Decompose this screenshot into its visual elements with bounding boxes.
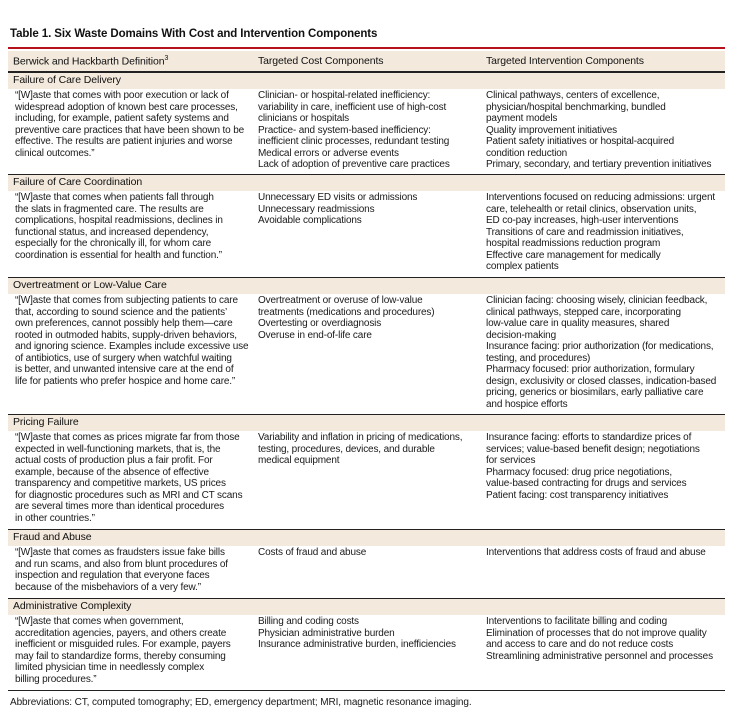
definition-cell <box>15 616 251 685</box>
domain-name: Overtreatment or Low-Value Care <box>13 279 167 291</box>
definition-cell <box>15 192 251 261</box>
domain-name: Pricing Failure <box>13 416 79 428</box>
cell-line: that, according to sound science and the patients’ <box>15 306 228 318</box>
definition-cell <box>15 432 251 524</box>
cell-line: treatments (medications and procedures) <box>258 306 435 318</box>
cell-line: own preferences, cannot possibly help them—care <box>15 318 233 329</box>
cell-line: Streamlining administrative personnel and processes <box>486 650 713 662</box>
cell-line: and hospice efforts <box>486 398 568 410</box>
header-cost: Targeted Cost Components <box>258 55 384 67</box>
table-bottom-rule <box>8 690 725 691</box>
cell-line: Interventions focused on reducing admissions: urgent <box>486 192 716 203</box>
cell-line: Unnecessary ED visits or admissions <box>258 192 418 203</box>
cell-line: Transitions of care and readmission initiatives, <box>486 226 684 238</box>
definition-cell <box>15 547 251 593</box>
cell-line: may fail to standardize forms, thereby consuming <box>15 650 226 662</box>
cell-line: Overtreatment or overuse of low-value <box>258 295 423 306</box>
cell-line: because of the misbehaviors of a very few.” <box>15 581 201 593</box>
cell-line: hospital readmissions reduction program <box>486 238 661 249</box>
cell-line: Clinician- or hospital-related inefficiency: <box>258 90 431 101</box>
abbreviations-note: Abbreviations: CT, computed tomography; ED, emergency department; MRI, magnetic resonance imaging. <box>10 697 472 708</box>
cell-line: is better, and unwanted intensive care at the end of <box>15 364 234 375</box>
cell-line: payment models <box>486 113 558 124</box>
domain-name: Fraud and Abuse <box>13 531 92 543</box>
cell-line: for diagnostic procedures such as MRI and CT scans <box>15 489 243 501</box>
domain-heading-row <box>8 598 725 615</box>
cell-line: expected in well-functioning markets, that is, the <box>15 443 221 455</box>
cost-cell <box>258 432 478 467</box>
cell-line: Unnecessary readmissions <box>258 203 375 215</box>
cell-line: Clinical pathways, centers of excellence, <box>486 90 660 101</box>
cell-line: variability in care, inefficient use of high-cost <box>258 101 447 113</box>
cell-line: in other countries.” <box>15 512 95 524</box>
cell-line: inspection and regulation that everyone faces <box>15 570 210 581</box>
cell-line: Billing and coding costs <box>258 616 359 627</box>
cell-line: Insurance facing: prior authorization (for medications, <box>486 341 714 352</box>
cell-line: Practice- and system-based inefficiency: <box>258 124 431 136</box>
intervention-cell <box>486 295 722 410</box>
cell-line: Interventions that address costs of fraud and abuse <box>486 547 706 558</box>
cell-line: inefficient clinic processes, redundant testing <box>258 136 450 147</box>
domain-heading-row <box>8 414 725 431</box>
cell-line: Pharmacy focused: prior authorization, formulary <box>486 364 695 375</box>
cell-line: actual costs of production plus a fair profit. For <box>15 455 213 466</box>
cell-line: Insurance facing: efforts to standardize prices of <box>486 432 692 443</box>
cell-line: life for patients who prefer hospice and home care.” <box>15 375 236 387</box>
domain-heading-row <box>8 72 725 89</box>
table-header-row <box>8 51 725 71</box>
cell-line: condition reduction <box>486 147 568 159</box>
cell-line: Overtesting or overdiagnosis <box>258 318 382 329</box>
intervention-cell <box>486 432 722 501</box>
cost-cell <box>258 90 478 171</box>
cell-line: clinicians or hospitals <box>258 113 350 124</box>
title-rule <box>8 47 725 49</box>
intervention-cell <box>486 90 722 171</box>
cell-line: and ignoring science. Examples include excessive use <box>15 341 249 352</box>
cell-line: Primary, secondary, and tertiary prevention initiatives <box>486 159 712 170</box>
cell-line: “[W]aste that comes as fraudsters issue fake bills <box>15 547 225 558</box>
cell-line: Patient facing: cost transparency initiatives <box>486 489 669 501</box>
cell-line: especially for the chronically ill, for whom care <box>15 238 212 249</box>
cell-line: Interventions to facilitate billing and coding <box>486 616 667 627</box>
cell-line: inefficient or misguided rules. For example, payers <box>15 639 231 650</box>
cell-line: “[W]aste that comes with poor execution or lack of <box>15 90 229 101</box>
cell-line: services; value-based benefit design; negotiations <box>486 443 700 455</box>
cell-line: example, because of the absence of effective <box>15 466 209 478</box>
cell-line: physician/hospital benchmarking, bundled <box>486 101 666 113</box>
cell-line: Variability and inflation in pricing of medications, <box>258 432 463 443</box>
cell-line: Lack of adoption of preventive care practices <box>258 159 450 170</box>
cell-line: rooted in outmoded habits, supply-driven behaviors, <box>15 329 237 341</box>
cell-line: the slats in fragmented care. The results are <box>15 203 204 215</box>
cell-line: including, for example, patient safety systems and <box>15 113 229 124</box>
cell-line: widespread adoption of known best care processes, <box>15 101 238 113</box>
cell-line: testing, procedures, devices, and durable <box>258 443 435 455</box>
cell-line: clinical pathways, stepped care, incorporating <box>486 306 681 318</box>
intervention-cell <box>486 616 722 662</box>
header-intervention: Targeted Intervention Components <box>486 55 644 67</box>
cell-line: and access to care and do not reduce costs <box>486 639 674 650</box>
cell-line: Pharmacy focused: drug price negotiations, <box>486 466 673 478</box>
cell-line: Physician administrative burden <box>258 627 395 639</box>
domain-name: Failure of Care Delivery <box>13 74 121 86</box>
header-definition <box>13 55 168 68</box>
cell-line: low-value care in quality measures, shared <box>486 318 670 329</box>
cell-line: Overuse in end-of-life care <box>258 329 372 341</box>
cell-line: Avoidable complications <box>258 215 362 226</box>
cell-line: medical equipment <box>258 455 340 466</box>
cell-line: functional status, and increased dependency, <box>15 226 209 238</box>
cost-cell <box>258 547 478 559</box>
cell-line: pricing, generics or biosimilars, early palliative care <box>486 387 704 398</box>
cell-line: ED co-pay increases, high-user interventions <box>486 215 679 226</box>
cell-line: complications, hospital readmissions, declines in <box>15 215 223 226</box>
cell-line: “[W]aste that comes when patients fall through <box>15 192 214 203</box>
cell-line: Effective care management for medically <box>486 249 661 261</box>
cell-line: Patient safety initiatives or hospital-acquired <box>486 136 675 147</box>
domain-name: Administrative Complexity <box>13 600 132 612</box>
cell-line: Costs of fraud and abuse <box>258 547 367 558</box>
cell-line: Medical errors or adverse events <box>258 147 399 159</box>
cell-line: “[W]aste that comes when government, <box>15 616 184 627</box>
domain-name: Failure of Care Coordination <box>13 176 143 188</box>
cell-line: design, exclusivity or closed classes, indication-based <box>486 375 717 387</box>
intervention-cell <box>486 192 722 273</box>
header-definition-footnote: 3 <box>164 55 169 62</box>
domain-heading-row <box>8 529 725 546</box>
cell-line: of antibiotics, use of surgery when watchful waiting <box>15 352 232 364</box>
cell-line: billing procedures.” <box>15 673 97 685</box>
cost-cell <box>258 295 478 341</box>
cell-line: are several times more than identical procedures <box>15 501 225 512</box>
cell-line: limited physician time in needlessly complex <box>15 662 205 673</box>
cell-line: complex patients <box>486 261 559 272</box>
cell-line: and run scams, and also from blunt procedures of <box>15 558 228 570</box>
cell-line: coordination is essential for health and function.” <box>15 249 222 261</box>
cell-line: Quality improvement initiatives <box>486 124 617 136</box>
cell-line: for services <box>486 455 536 466</box>
cell-line: accreditation agencies, payers, and others create <box>15 627 227 639</box>
definition-cell <box>15 90 251 159</box>
cell-line: testing, and procedures) <box>486 352 591 364</box>
cell-line: Elimination of processes that do not improve quality <box>486 627 707 639</box>
cell-line: Insurance administrative burden, inefficiencies <box>258 639 456 650</box>
table-title: Table 1. Six Waste Domains With Cost and Intervention Components <box>10 28 378 40</box>
cell-line: decision-making <box>486 329 557 341</box>
cost-cell <box>258 616 478 651</box>
domain-heading-row <box>8 174 725 191</box>
definition-cell <box>15 295 251 387</box>
cost-cell <box>258 192 478 227</box>
cell-line: value-based contracting for drugs and services <box>486 478 687 489</box>
cell-line: care, telehealth or retail clinics, observation units, <box>486 203 697 215</box>
domain-heading-row <box>8 277 725 294</box>
header-definition-label: Berwick and Hackbarth Definition <box>13 55 165 68</box>
cell-line: “[W]aste that comes from subjecting patients to care <box>15 295 238 306</box>
cell-line: clinical outcomes.” <box>15 147 95 159</box>
cell-line: preventive care practices that have been shown to be <box>15 124 245 136</box>
cell-line: “[W]aste that comes as prices migrate far from those <box>15 432 240 443</box>
cell-line: effective. The results are patient injuries and worse <box>15 136 233 147</box>
cell-line: Clinician facing: choosing wisely, clinician feedback, <box>486 295 708 306</box>
intervention-cell <box>486 547 722 559</box>
cell-line: transparency and competitive markets, US prices <box>15 478 226 489</box>
